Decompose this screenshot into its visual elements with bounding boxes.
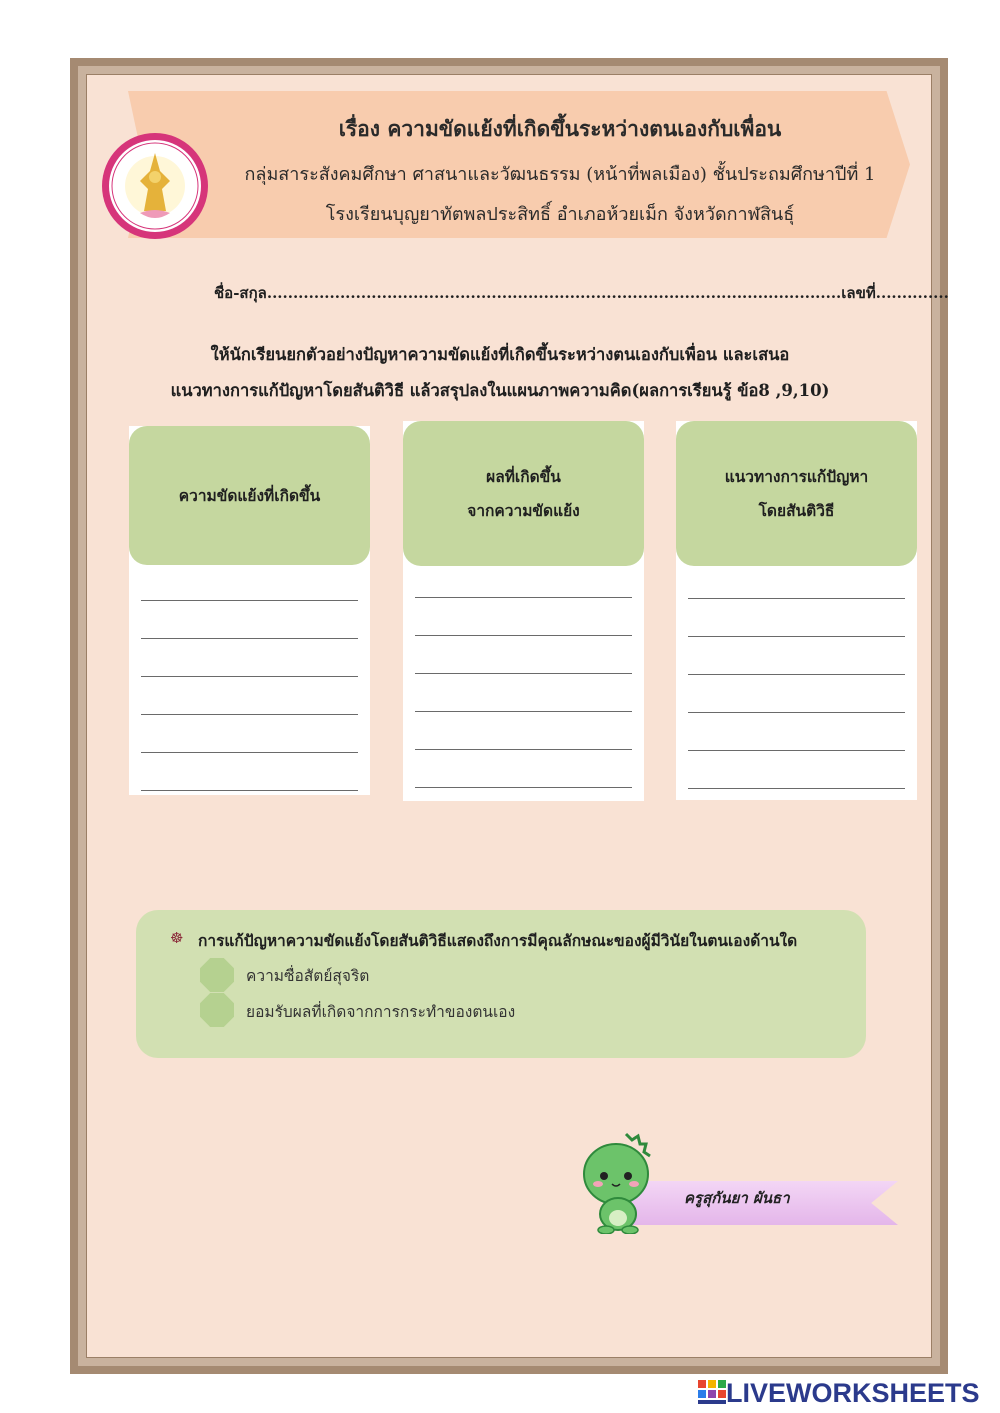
answer-lines[interactable] (415, 560, 632, 788)
answer-lines[interactable] (141, 563, 358, 791)
dinosaur-mascot-icon (582, 1130, 658, 1234)
column-title-line: จากความขัดแย้ง (467, 500, 580, 520)
teacher-name: ครูสุกันยา ผันธา (684, 1189, 790, 1207)
column-title-line: ผลที่เกิดขึ้น (486, 466, 561, 486)
column-conflict (129, 426, 370, 795)
question-text: การแก้ปัญหาความขัดแย้งโดยสันติวิธีแสดงถึงการมีคุณลักษณะของผู้มีวินัยในตนเองด้านใด (198, 931, 798, 950)
liveworksheets-watermark (698, 1376, 980, 1410)
answer-lines[interactable] (688, 561, 905, 789)
subject-line: กลุ่มสาระสังคมศึกษา ศาสนาและวัฒนธรรม (หน้าที่พลเมือง) ชั้นประถมศึกษาปีที่ 1 (244, 164, 876, 185)
instruction-line-2: แนวทางการแก้ปัญหาโดยสันติวิธี แล้วสรุปลงในแผนภาพความคิด(ผลการเรียนรู้ ข้อ8 ,9,10) (170, 381, 830, 400)
liveworksheets-logo-icon (698, 1380, 726, 1406)
watermark-text: LIVEWORKSHEETS (726, 1377, 980, 1408)
column-solution (676, 421, 917, 800)
column-title-line: โดยสันติวิธี (758, 500, 835, 520)
column-header (676, 421, 917, 566)
column-result (403, 421, 644, 801)
option-label-1: ความซื่อสัตย์สุจริต (246, 967, 370, 985)
worksheet-title: เรื่อง ความขัดแย้งที่เกิดขึ้นระหว่างตนเองกับเพื่อน (338, 116, 782, 141)
school-line: โรงเรียนบุญยาทัตพลประสิทธิ์ อำเภอห้วยเม็ก จังหวัดกาฬสินธุ์ (325, 204, 795, 225)
instruction-line-1: ให้นักเรียนยกตัวอย่างปัญหาความขัดแย้งที่เกิดขึ้นระหว่างตนเองกับเพื่อน และเสนอ (210, 345, 790, 364)
dharma-wheel-icon: ☸ (170, 929, 184, 947)
column-title: ความขัดแย้งที่เกิดขึ้น (178, 485, 321, 505)
column-header (403, 421, 644, 566)
column-title-line: แนวทางการแก้ปัญหา (724, 466, 869, 486)
option-label-2: ยอมรับผลที่เกิดจากการกระทำของตนเอง (246, 1003, 516, 1021)
column-header (129, 426, 370, 565)
name-number-field[interactable]: ชื่อ-สกุล..............................................................................................................เลขที่.............. (214, 284, 949, 302)
